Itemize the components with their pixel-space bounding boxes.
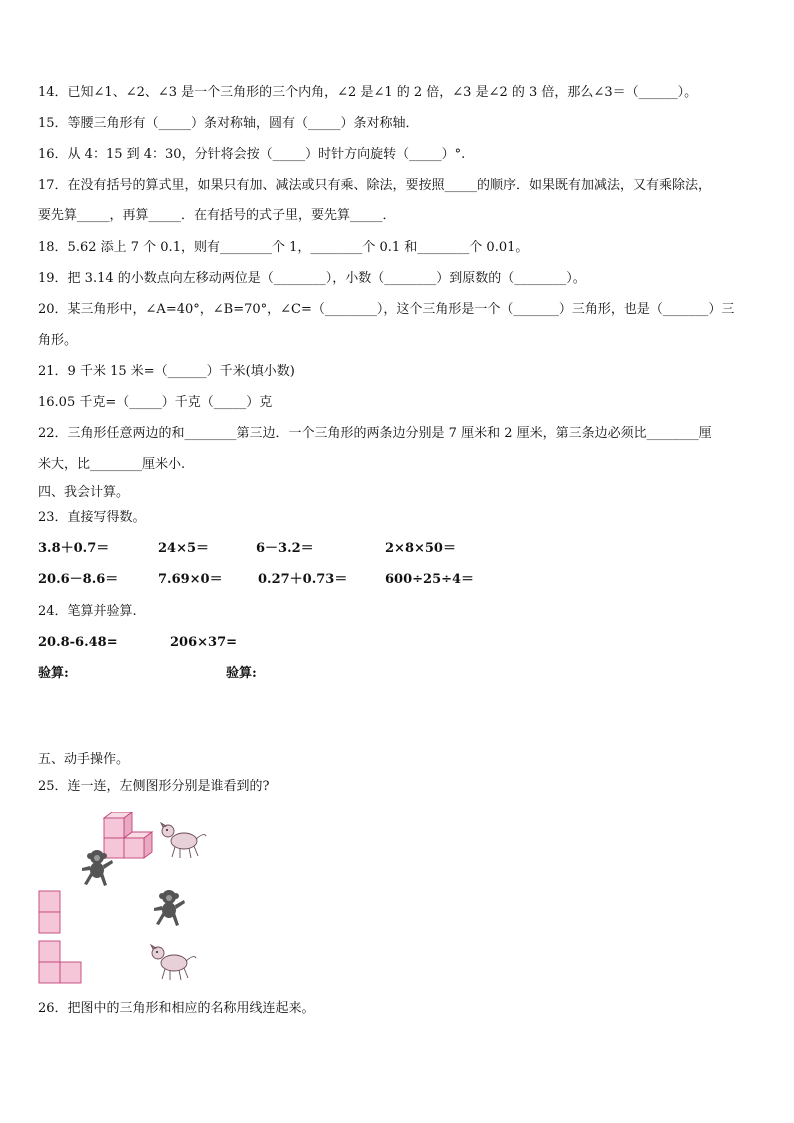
q25-text: 25．连一连，左侧图形分别是谁看到的? — [38, 779, 270, 794]
calc-r2-c4: 600÷25÷4＝ — [385, 572, 475, 587]
q26-text: 26．把图中的三角形和相应的名称用线连起来。 — [38, 1001, 315, 1016]
calc-r2-c3: 0.27＋0.73＝ — [258, 572, 348, 587]
q14-text: 14．已知∠1、∠2、∠3 是一个三角形的三个内角，∠2 是∠1 的 2 倍，∠3 是∠2 的 3 倍，那么∠3＝（______）。 — [38, 85, 698, 100]
q23-text: 23．直接写得数。 — [38, 510, 146, 525]
calc-r1-c1: 3.8＋0.7＝ — [38, 541, 110, 556]
monkey-icon — [150, 888, 190, 928]
monkey-icon — [78, 848, 118, 888]
section-5-heading: 五、动手操作。 — [38, 752, 130, 767]
view-figure-1 — [38, 890, 62, 934]
q16-text: 16．从 4：15 到 4：30，分针将会按（_____）时针方向旋转（_____）°. — [38, 147, 466, 162]
q20-text-line2: 角形。 — [38, 333, 78, 348]
check-label-1: 验算: — [38, 666, 69, 681]
calc-r2-c2: 7.69×0＝ — [158, 572, 223, 587]
written-expr-1: 20.8-6.48= — [38, 635, 118, 650]
check-label-2: 验算: — [226, 666, 257, 681]
q19-text: 19．把 3.14 的小数点向左移动两位是（________），小数（________）到原数的（________）。 — [38, 271, 586, 286]
q24-text: 24．笔算并验算. — [38, 604, 137, 619]
calc-r1-c4: 2×8×50＝ — [385, 541, 456, 556]
q22-text-line1: 22．三角形任意两边的和________第三边．一个三角形的两条边分别是 7 厘米和 2 厘米，第三条边必须比________厘 — [38, 426, 712, 441]
q21-text-line2: 16.05 千克=（_____）千克（_____）克 — [38, 395, 273, 410]
q21-text-line1: 21．9 千米 15 米=（______）千米(填小数) — [38, 364, 295, 379]
calc-r1-c2: 24×5＝ — [158, 541, 210, 556]
q15-text: 15．等腰三角形有（_____）条对称轴，圆有（_____）条对称轴． — [38, 116, 419, 131]
q18-text: 18．5.62 添上 7 个 0.1，则有________个 1，________个 0.1 和________个 0.01。 — [38, 240, 529, 255]
q17-text-line2: 要先算_____，再算_____．在有括号的式子里，要先算_____． — [38, 208, 396, 223]
dog-icon — [160, 822, 208, 860]
view-figure-2 — [38, 940, 84, 984]
q20-text-line1: 20．某三角形中，∠A=40°，∠B=70°，∠C=（________），这个三角形是一个（_______）三角形，也是（_______）三 — [38, 302, 735, 317]
calc-r2-c1: 20.6－8.6＝ — [38, 572, 119, 587]
written-expr-2: 206×37= — [170, 635, 238, 650]
dog-icon — [150, 944, 198, 982]
calc-r1-c3: 6－3.2＝ — [256, 541, 314, 556]
q17-text-line1: 17．在没有括号的算式里，如果只有加、减法或只有乘、除法，要按照_____的顺序．如果既有加减法，又有乘除法， — [38, 178, 712, 193]
q22-text-line2: 米大，比________厘米小. — [38, 457, 186, 472]
section-4-heading: 四、我会计算。 — [38, 485, 130, 500]
